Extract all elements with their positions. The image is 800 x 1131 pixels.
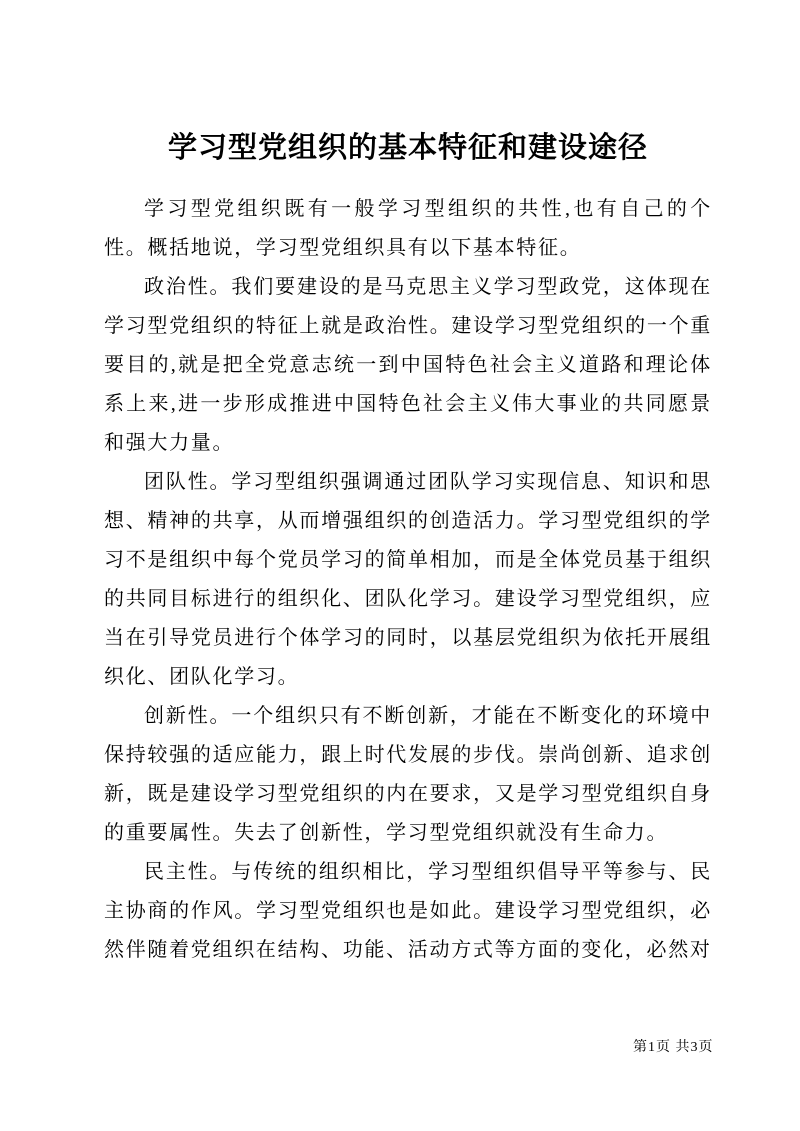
paragraph: 团队性。学习型组织强调通过团队学习实现信息、知识和思想、精神的共享，从而增强组织的创造活力。学习型党组织的学习不是组织中每个党员学习的简单相加，而是全体党员基于组织的共同目标进行的组织化、团队化学习。建设学习型党组织，应当在引导党员进行个体学习的同时，以基层党组织为依托开展组织化、团队化学习。 [104,471,712,689]
paragraph: 学习型党组织既有一般学习型组织的共性,也有自己的个性。概括地说，学习型党组织具有以下基本特征。 [104,198,712,260]
page-number-footer: 第1页 共3页 [633,1040,714,1055]
paragraph: 创新性。一个组织只有不断创新，才能在不断变化的环境中保持较强的适应能力，跟上时代发展的步伐。崇尚创新、追求创新，既是建设学习型党组织的内在要求，又是学习型党组织自身的重要属性。失去了创新性，学习型党组织就没有生命力。 [104,705,712,845]
document-body [104,190,712,970]
paragraph: 政治性。我们要建设的是马克思主义学习型政党，这体现在学习型党组织的特征上就是政治性。建设学习型党组织的一个重要目的,就是把全党意志统一到中国特色社会主义道路和理论体系上来,进一步形成推进中国特色社会主义伟大事业的共同愿景和强大力量。 [104,276,712,455]
paragraph: 民主性。与传统的组织相比，学习型组织倡导平等参与、民主协商的作风。学习型党组织也是如此。建设学习型党组织，必然伴随着党组织在结构、功能、活动方式等方面的变化，必然对 [104,861,712,962]
document-title: 学习型党组织的基本特征和建设途径 [167,132,648,164]
